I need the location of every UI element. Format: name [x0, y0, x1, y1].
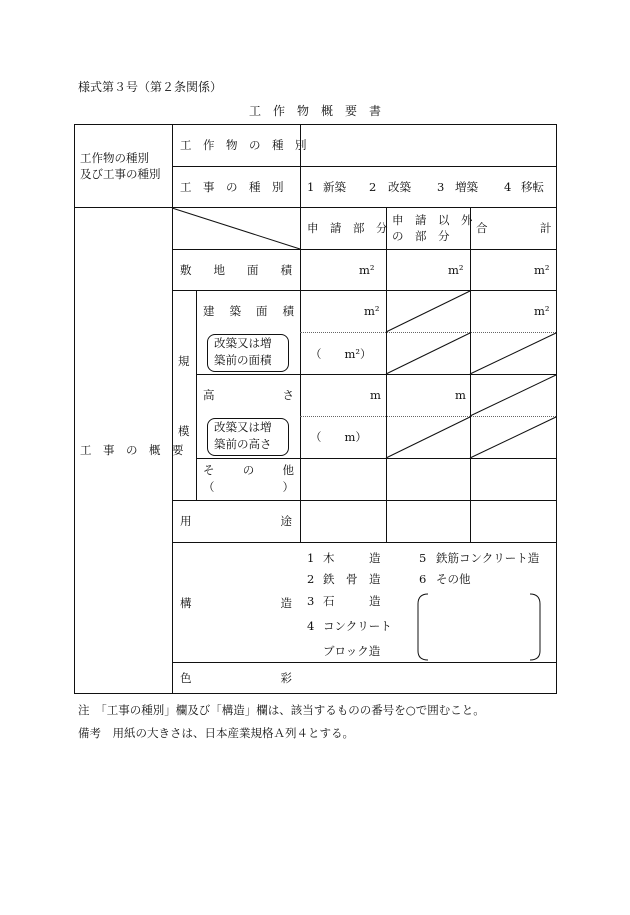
work-option-move[interactable]: 移転 [521, 180, 544, 194]
before-area-applied-value[interactable]: （ m²） [310, 347, 372, 361]
height-label: 高 さ [203, 388, 294, 402]
structure-other[interactable]: その他 [436, 572, 471, 586]
structure-stone[interactable]: 石 造 [323, 594, 381, 608]
other-label-line2: （ ） [203, 480, 294, 494]
site-area-label: 敷 地 面 積 [180, 263, 292, 277]
col-other-header-line1: 申 請 以 外 [392, 213, 473, 227]
form-label: 様式第３号（第２条関係） [78, 80, 223, 94]
work-overview-label: 工 事 の 概 要 [80, 443, 184, 457]
site-area-other-unit[interactable]: m² [448, 263, 464, 277]
structure-wood[interactable]: 木 造 [323, 551, 381, 565]
structure-num-6[interactable]: 6 [419, 572, 427, 586]
work-option-extend[interactable]: 増築 [455, 180, 478, 194]
building-area-label: 建 築 面 積 [203, 304, 294, 318]
before-area-label-line2: 築前の面積 [214, 353, 272, 367]
before-height-label-line1: 改築又は増 [214, 420, 272, 434]
scale-label-b: 模 [178, 424, 190, 438]
work-option-new[interactable]: 新築 [323, 180, 346, 194]
structure-block[interactable]: ブロック造 [323, 644, 381, 658]
structure-kind-row-label: 工 作 物 の 種 別 [180, 138, 307, 152]
before-area-label-line1: 改築又は増 [214, 336, 272, 350]
work-option-num[interactable]: 3 [437, 180, 445, 194]
structure-concrete[interactable]: コンクリート [323, 619, 392, 633]
kind-label-line2: 及び工事の種別 [80, 167, 161, 181]
note-text: 注 「工事の種別」欄及び「構造」欄は、該当するものの番号を○で囲むこと。 [78, 703, 485, 717]
work-option-rebuild[interactable]: 改築 [388, 180, 411, 194]
scale-label-a: 規 [178, 354, 190, 368]
structure-steel[interactable]: 鉄 骨 造 [323, 572, 381, 586]
structure-rc[interactable]: 鉄筋コンクリート造 [436, 551, 540, 565]
other-label-line1: そ の 他 [203, 463, 294, 477]
site-area-applied-unit[interactable]: m² [359, 263, 375, 277]
before-height-label-line2: 築前の高さ [214, 437, 272, 451]
structure-num-2[interactable]: 2 [307, 572, 315, 586]
building-area-total-unit[interactable]: m² [534, 304, 550, 318]
building-area-applied-unit[interactable]: m² [364, 304, 380, 318]
use-label: 用 途 [180, 514, 292, 528]
structure-num-5[interactable]: 5 [419, 551, 427, 565]
structure-num-3[interactable]: 3 [307, 594, 315, 608]
work-option-num[interactable]: 1 [307, 180, 315, 194]
color-label: 色 彩 [180, 671, 292, 685]
before-height-applied-value[interactable]: （ m） [310, 430, 367, 444]
document-title: 工 作 物 概 要 書 [248, 104, 381, 118]
col-other-header-line2: の 部 分 [392, 229, 450, 243]
col-applied-header: 申 請 部 分 [307, 221, 388, 235]
structure-num-4[interactable]: 4 [307, 619, 315, 633]
height-applied-unit[interactable]: m [370, 388, 381, 402]
kind-label-line1: 工作物の種別 [80, 151, 149, 165]
col-total-header-b: 計 [540, 221, 552, 235]
structure-label: 構 造 [180, 596, 292, 610]
col-total-header-a: 合 [476, 221, 488, 235]
work-kind-row-label: 工 事 の 種 別 [180, 180, 284, 194]
work-option-num[interactable]: 4 [504, 180, 512, 194]
site-area-total-unit[interactable]: m² [534, 263, 550, 277]
height-other-unit[interactable]: m [455, 388, 466, 402]
remark-text: 備考 用紙の大きさは、日本産業規格Ａ列４とする。 [78, 726, 354, 740]
structure-num-1[interactable]: 1 [307, 551, 315, 565]
work-option-num[interactable]: 2 [369, 180, 377, 194]
